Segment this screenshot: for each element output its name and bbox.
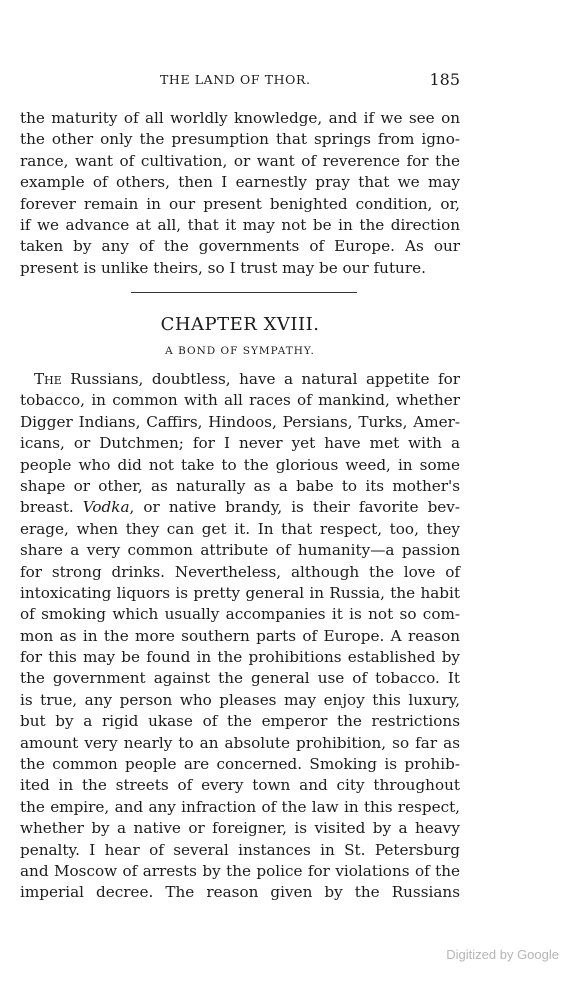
text-line: Digger Indians, Caffirs, Hindoos, Persians, Turks, Amer- [20, 412, 460, 431]
text-line: ited in the streets of every town and city throughout [20, 776, 460, 795]
text-line: the government against the general use of tobacco. It [20, 669, 460, 688]
text-line: forever remain in our present benighted condition, or, [20, 194, 460, 213]
text-line: if we advance at all, that it may not be in the direction [20, 215, 460, 234]
opening-word: The [34, 370, 62, 388]
text-line: present is unlike theirs, so I trust may be our future. [20, 258, 426, 277]
text-line: the common people are concerned. Smoking is prohib- [20, 755, 460, 774]
text-line: share a very common attribute of humanity—a passion [20, 541, 460, 560]
running-title: THE LAND OF THOR. [160, 72, 311, 87]
vodka-before: breast. [20, 498, 83, 517]
chapter-title: CHAPTER XVIII. [160, 314, 320, 335]
text-line: intoxicating liquors is pretty general in Russia, the habit [20, 583, 460, 602]
top-paragraph [20, 108, 460, 279]
section-divider [131, 292, 357, 293]
opening-line [20, 369, 460, 390]
text-line: imperial decree. The reason given by the Russians [20, 883, 460, 902]
digitized-watermark: Digitized by Google [446, 947, 559, 962]
opening-line-text: Russians, doubtless, have a natural appetite for [61, 370, 460, 388]
text-line: and Moscow of arrests by the police for violations of the [20, 861, 460, 880]
text-line: amount very nearly to an absolute prohibition, so far as [20, 733, 460, 752]
text-line: the maturity of all worldly knowledge, and if we see on [20, 109, 460, 127]
text-line: icans, or Dutchmen; for I never yet have met with a [20, 434, 460, 453]
running-head [20, 70, 460, 92]
text-line: of smoking which usually accompanies it is not so com- [20, 605, 460, 624]
text-line-vodka [20, 497, 460, 518]
text-line: whether by a native or foreigner, is visited by a heavy [20, 819, 460, 838]
text-line: the other only the presumption that springs from igno- [20, 130, 460, 149]
text-line: rance, want of cultivation, or want of reverence for the [20, 151, 460, 170]
text-line: erage, when they can get it. In that respect, too, they [20, 519, 460, 538]
vodka-after: , or native brandy, is their favorite bev- [129, 498, 460, 517]
chapter-body [20, 369, 460, 904]
text-line: the empire, and any infraction of the law in this respect, [20, 797, 460, 816]
text-line: example of others, then I earnestly pray that we may [20, 173, 460, 192]
text-line: penalty. I hear of several instances in St. Petersburg [20, 840, 460, 859]
vodka-italic: Vodka [82, 498, 130, 517]
text-line: mon as in the more southern parts of Europe. A reason [20, 626, 460, 645]
text-line: but by a rigid ukase of the emperor the restrictions [20, 712, 460, 731]
text-line: tobacco, in common with all races of mankind, whether [20, 391, 460, 410]
text-line: people who did not take to the glorious weed, in some [20, 455, 460, 474]
chapter-subtitle: A BOND OF SYMPATHY. [165, 345, 315, 357]
text-line: shape or other, as naturally as a babe to its mother's [20, 476, 460, 495]
text-line: for strong drinks. Nevertheless, although the love of [20, 562, 460, 581]
page-number: 185 [429, 70, 460, 89]
text-line: taken by any of the governments of Europe. As our [20, 237, 460, 256]
text-line: is true, any person who pleases may enjoy this luxury, [20, 690, 460, 709]
text-line: for this may be found in the prohibitions established by [20, 648, 460, 667]
